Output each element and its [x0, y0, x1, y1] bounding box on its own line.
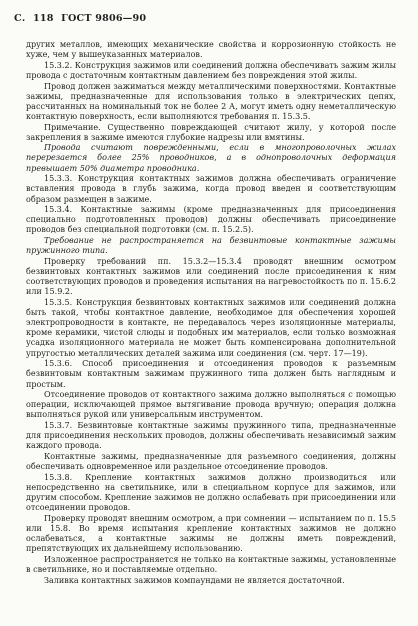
paragraph: Проверку требований пп. 15.3.2—15.3.4 проводят внешним осмотром безвинтовых контактных зажимов или соединений после присоединения к ним соответствующих проводов и проведения испытания на нагревостойкость по п. 15.6.2 или 15.9.2. — [26, 256, 396, 297]
paragraph: Проверку проводят внешним осмотром, а при сомнении — испытанием по п. 15.5 или 15.8. Во время испытания крепление контактных зажимов не должно ослабеваться, а контактные зажимы не должны иметь повреждений, препятствующих их дальнейшему использованию. — [26, 513, 396, 554]
paragraph: 15.3.6. Способ присоединения и отсоединения проводов к разъемным безвинтовым контактным зажимам пружинного типа должен быть наглядным и простым. — [26, 359, 396, 389]
standard-number: ГОСТ 9806—90 — [61, 13, 147, 24]
paragraph: 15.3.2. Конструкция зажимов или соединений должна обеспечивать зажим жилы провода с достаточным контактным давлением без повреждения этой жилы. — [26, 60, 396, 80]
paragraph: 15.3.4. Контактные зажимы (кроме предназначенных для присоединения специально подготовленных проводов) должны обеспечивать присоединение проводов без специальной подготовки (см. п. 15.2.5). — [26, 205, 396, 235]
page-number: 118 — [32, 13, 54, 24]
page-letter: С. — [14, 13, 26, 24]
page-header — [14, 13, 150, 24]
paragraph: 15.3.3. Конструкция контактных зажимов должна обеспечивать ограничение вставления провода в глубь зажима, когда провод введен и соответствующим образом размещен в зажиме. — [26, 174, 396, 204]
paragraph: 15.3.5. Конструкция безвинтовых контактных зажимов или соединений должна быть такой, чтобы контактное давление, необходимое для обеспечения хорошей электропроводности в контакте, не передавалось через изоляционные материалы, кроме керамики, чистой слюды и подобных им материалов, если только возможная усадка изоляционного материала не может быть компенсирована дополнительной упругостью металлических деталей зажима или соединения (см. черт. 17—19). — [26, 297, 396, 358]
paragraph: Заливка контактных зажимов компаундами не является достаточной. — [44, 575, 345, 585]
paragraph: Отсоединение проводов от контактного зажима должно выполняться с помощью операции, исключающей прямое вытягивание провода вручную; операция должна выполняться рукой или универсальным инструментом. — [26, 390, 396, 420]
paragraph: 15.3.8. Крепление контактных зажимов должно производиться или непосредственно на светильнике, или в специальном корпусе для зажимов, или другим способом. Крепление зажимов не должно ослабевать при присоединении или отсоединении проводов. — [26, 472, 396, 513]
paragraph: Изложенное распространяется не только на контактные зажимы, установленные в светильнике, но и поставляемые отдельно. — [26, 554, 396, 574]
paragraph: других металлов, имеющих механические свойства и коррозионную стойкость не хуже, чем у вышеуказанных материалов. — [26, 40, 396, 60]
document-body — [26, 40, 396, 586]
paragraph: Контактные зажимы, предназначенные для разъемного соединения, должны обеспечивать одновременное или раздельное отсоединение проводов. — [26, 451, 396, 472]
paragraph: Провод должен зажиматься между металлическими поверхностями. Контактные зажимы, предназначенные для использования только в электрических цепях, рассчитанных на номинальный ток не более 2 А, могут иметь одну неметаллическую контактную поверхность, если выполняются требования п. 15.3.5. — [26, 81, 396, 121]
note-paragraph: Примечание. Существенно повреждающей считают жилу, у которой после закрепления в зажиме имеются глубокие надрезы или вмятины. — [26, 122, 396, 142]
paragraph: Требование не распространяется на безвинтовые контактные зажимы пружинного типа. — [26, 236, 396, 256]
paragraph: 15.3.7. Безвинтовые контактные зажимы пружинного типа, предназначенные для присоединения нескольких проводов, должны обеспечивать независимый зажим каждого провода. — [26, 421, 396, 451]
paragraph: Провода считают поврежденными, если в многопроволочных жилах перерезается более 25% проводников, а в однопроволочных деформация превышает 50% диаметра проводника. — [26, 143, 396, 173]
